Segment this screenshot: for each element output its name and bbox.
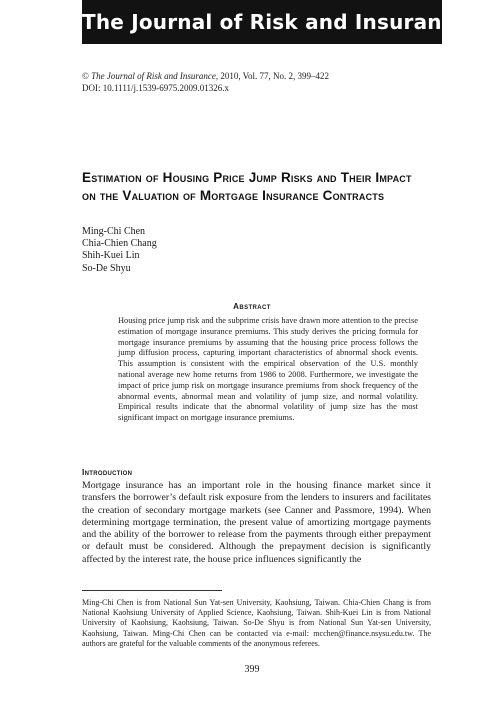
copyright-symbol: ©: [82, 71, 89, 81]
author-name: Ming-Chi Chen: [82, 226, 146, 237]
footnote-divider: [82, 590, 222, 591]
abstract-heading: Abstract: [233, 302, 271, 311]
author-list: [82, 226, 157, 275]
citation-details: , 2010, Vol. 77, No. 2, 399–422: [215, 71, 330, 81]
page-number: 399: [244, 664, 260, 675]
author-footnote: Ming-Chi Chen is from National Sun Yat-sen University, Kaohsiung, Taiwan. Chia-Chien Chang is from National Kaohsiung University of Applied Science, Kaohsiung, Taiwan. Shih-Kuei Lin is from National University of Kaohsiung, Kaohsiung, Taiwan. So-De Shyu is from National Sun Yat-sen University, Kaohsiung, Taiwan. Ming-Chi Chen can be contacted via e-mail: mcchen@finance.nsysu.edu.tw. The authors are grateful for the valuable comments of the anonymous referees.: [82, 598, 431, 648]
citation-journal-name: The Journal of Risk and Insurance: [91, 71, 216, 81]
citation-line: [82, 70, 329, 82]
journal-banner: [82, 0, 468, 44]
introduction-text: Mortgage insurance has an important role in the housing finance market since it transfers the borrower’s default risk exposure from the lenders to insurers and facilitates the creation of secondary mortgage markets (see Canner and Passmore, 1994). When determining mortgage termination, the present value of amortizing mortgage payments and the ability of the borrower to release from the payments through either prepayment or default must be considered. Although the prepayment decision is significantly affected by the interest rate, the house price influences significantly the: [82, 480, 431, 565]
author-name: So-De Shyu: [82, 262, 131, 274]
author-name: Shih-Kuei Lin: [82, 250, 140, 262]
author-name: Chia-Chien Chang: [82, 238, 157, 250]
article-title: Estimation of Housing Price Jump Risks and Their Impact on the Valuation of Mortgage Insurance Contracts: [82, 170, 412, 203]
citation-block: [82, 70, 329, 94]
introduction-heading: Introduction: [82, 467, 133, 477]
abstract-text: Housing price jump risk and the subprime crisis have drawn more attention to the precise estimation of mortgage insurance premiums. This study derives the pricing formula for mortgage insurance premiums by assuming that the housing price process follows the jump diffusion process, capturing important characteristics of abnormal shock events. This assumption is consistent with the empirical observation of the U.S. monthly national average new home returns from 1986 to 2008. Furthermore, we investigate the impact of price jump risk on mortgage insurance premiums from shock frequency of the abnormal events, abnormal mean and volatility of jump size, and normal volatility. Empirical results indicate that the abnormal volatility of jump size has the most significant impact on mortgage insurance premiums.: [118, 316, 418, 423]
journal-banner-title: The Journal of Risk and Insurance: [82, 10, 468, 34]
citation-doi: DOI: 10.1111/j.1539-6975.2009.01326.x: [82, 83, 229, 93]
